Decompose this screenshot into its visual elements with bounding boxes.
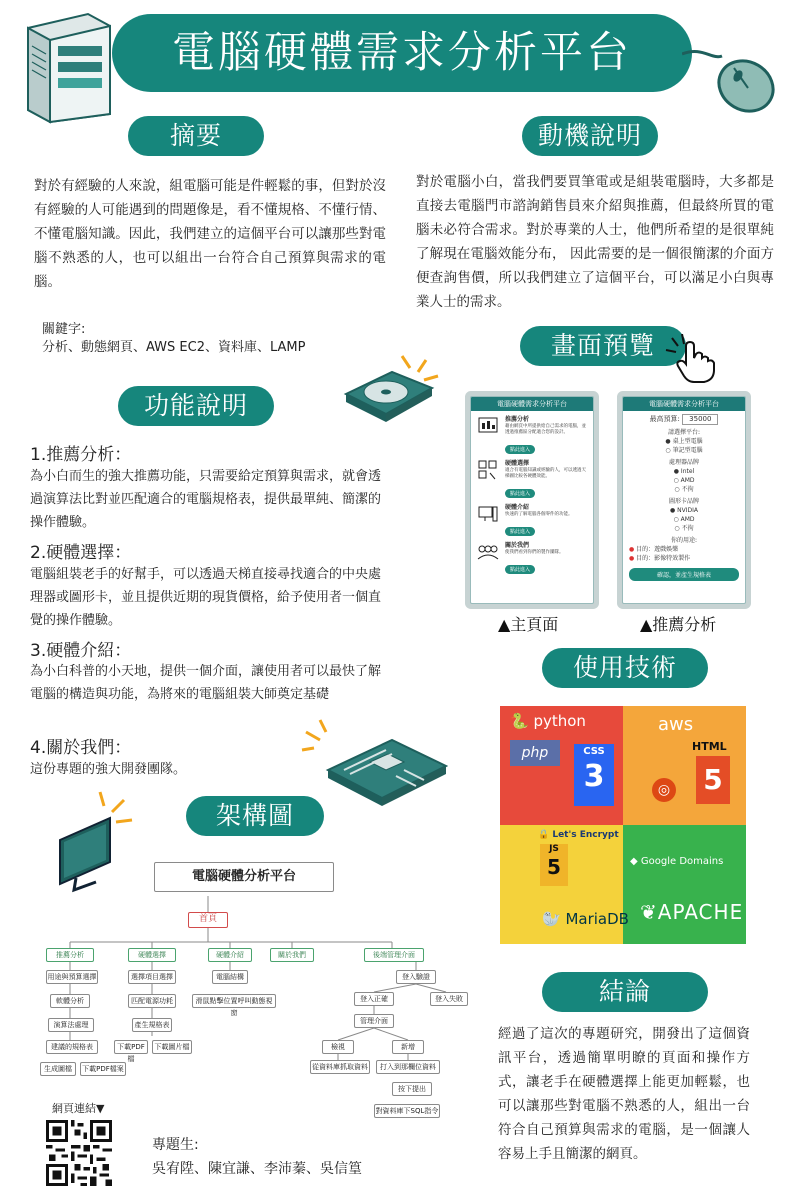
mariadb-logo: 🦭 MariaDB — [542, 910, 629, 928]
apache-logo: ❦APACHE — [640, 900, 744, 924]
arch-admin-node: 檢視 — [322, 1040, 354, 1054]
budget-label: 最高預算: — [649, 415, 680, 423]
main-item-2-button[interactable]: 點此進入 — [505, 489, 535, 498]
arch-hw-node: 產生規格表 — [132, 1018, 172, 1032]
arch-hw-node: 下載圖片檔 — [152, 1040, 192, 1054]
hard-drive-illustration — [340, 354, 440, 426]
hardware-select-icon — [477, 459, 499, 481]
motivation-heading: 動機說明 — [522, 116, 658, 156]
arch-admin-node: 打入到那欄位資料 — [376, 1060, 440, 1074]
js-logo: JS 5 — [540, 844, 568, 886]
feature-3-title: 3.硬體介紹： — [30, 641, 132, 661]
arch-admin-node: 新增 — [392, 1040, 424, 1054]
css-logo: CSS 3 — [574, 744, 614, 806]
arch-rec-node: 軟體分析 — [50, 994, 90, 1008]
gpu-option-1[interactable]: ● NVIDIA — [669, 507, 698, 514]
platform-option-1[interactable]: ● 桌上型電腦 — [665, 438, 703, 445]
arch-rec-node: 下載PDF檔案 — [80, 1062, 126, 1076]
main-item-1-desc: 藉由網頁中所提供給自己需求的電腦，並透過推薦區分配適合您的設計。 — [505, 424, 586, 435]
about-us-icon — [477, 541, 499, 563]
main-item-2-title: 硬體選擇 — [505, 460, 530, 467]
main-item-1-title: 推薦分析 — [505, 416, 530, 423]
python-logo: 🐍 python — [510, 712, 586, 730]
arch-hw-node: 下載PDF檔 — [114, 1040, 148, 1054]
abstract-body: 對於有經驗的人來說，組電腦可能是件輕鬆的事，但對於沒有經驗的人可能遇到的問題像是，看不懂規格、不懂行情、不懂電腦知識。因此，我們建立的這個平台可以讓那些對電腦不熟悉的人，也可以組出一台符合自己預算與需求的電腦。 — [34, 178, 386, 290]
arch-rec-node: 生成圖檔 — [40, 1062, 76, 1076]
arch-branch-recommend: 推薦分析 — [46, 948, 94, 962]
main-item-4-title: 關於我們 — [505, 542, 530, 549]
cpu-option-3[interactable]: ○ 不拘 — [674, 486, 694, 493]
keywords-list: 分析、動態網頁、AWS EC2、資料庫、LAMP — [42, 340, 306, 355]
abstract-heading: 摘要 — [128, 116, 264, 156]
feature-1-title: 1.推薦分析： — [30, 445, 132, 465]
main-item-3-title: 硬體介紹 — [505, 504, 530, 511]
html-logo: HTML — [692, 740, 727, 753]
usage-item-2[interactable]: ● 目的：影像特效製作 — [629, 555, 691, 562]
gpu-option-2[interactable]: ○ AMD — [673, 516, 695, 523]
arch-admin-node: 登入驗證 — [396, 970, 436, 984]
motherboard-illustration — [300, 718, 448, 810]
platform-label: 請選擇平台: — [667, 429, 701, 436]
feature-4-body: 這份專題的強大開發團隊。 — [30, 762, 187, 777]
main-item-1-button[interactable]: 點此進入 — [505, 445, 535, 454]
feature-3-body: 為小白科普的小天地，提供一個介面，讓使用者可以最快了解電腦的構造與功能，為將來的電腦組裝大師奠定基礎 — [30, 664, 382, 702]
arch-branch-hardware: 硬體選擇 — [128, 948, 176, 962]
arch-rec-node: 建議的規格表 — [46, 1040, 98, 1054]
arch-admin-node: 從資料庫抓取資料 — [310, 1060, 370, 1074]
feature-2-body: 電腦組裝老手的好幫手，可以透過天梯直接尋找適合的中央處理器或圖形卡，並且提供近期的現貨價格，給予使用者一個直覺的操作體驗。 — [30, 567, 382, 628]
feature-4-title: 4.關於我們： — [30, 738, 132, 758]
students-names: 吳宥陞、陳宜謙、李沛蓁、吳信篁 — [152, 1161, 362, 1177]
preview-heading: 畫面預覽 — [520, 326, 686, 366]
generate-spec-button[interactable]: 確認，並產生規格表 — [629, 568, 739, 581]
preview-recommend-appbar: 電腦硬體需求分析平台 — [623, 397, 745, 411]
arch-hw-node: 選擇項目選擇 — [128, 970, 176, 984]
arch-admin-node: 登入正確 — [354, 992, 394, 1006]
recommend-analysis-icon — [477, 415, 499, 437]
main-item-3-desc: 快速的了解電腦各個零件的功能。 — [505, 512, 573, 517]
arch-admin-node: 登入失敗 — [430, 992, 468, 1006]
architecture-heading: 架構圖 — [186, 796, 324, 836]
usage-label: 你的用途: — [670, 537, 698, 544]
preview-recommend-screen — [622, 396, 746, 604]
hardware-intro-icon — [477, 503, 499, 525]
tech-heading: 使用技術 — [542, 648, 708, 688]
preview-main-appbar: 電腦硬體需求分析平台 — [471, 397, 593, 411]
google-domains-logo: ◆ Google Domains — [630, 856, 724, 867]
arch-branch-admin: 後端管理介面 — [364, 948, 424, 962]
arch-root: 電腦硬體分析平台 — [154, 862, 334, 892]
mouse-illustration — [682, 36, 782, 118]
page-title: 電腦硬體需求分析平台 — [172, 28, 632, 78]
tech-logo-grid — [500, 706, 746, 944]
features-heading: 功能說明 — [118, 386, 274, 426]
arch-hw-node: 匹配電源功耗 — [128, 994, 176, 1008]
motivation-body: 對於電腦小白，當我們要買筆電或是組裝電腦時，大多都是直接去電腦門市諮詢銷售員來介紹與推薦，但最終所買的電腦未必符合需求。對於專業的人士，他們所希望的是很單純了解現在電腦效能分布， 因此需要的是一個很簡潔的介面方便查詢售價，所以我們建立了這個平台，可以滿足小白與專業人士的需求。 — [416, 174, 774, 310]
arch-admin-submit: 按下提出 — [392, 1082, 432, 1096]
arch-rec-node: 演算法處理 — [48, 1018, 94, 1032]
arch-rec-node: 用途與預算選擇 — [46, 970, 98, 984]
main-item-4-button[interactable]: 點此進入 — [505, 565, 535, 574]
arch-admin-node: 管理介面 — [354, 1014, 394, 1028]
usage-item-1[interactable]: ● 目的：遊戲娛樂 — [629, 546, 679, 553]
feature-2-title: 2.硬體選擇： — [30, 543, 132, 563]
arch-branch-intro: 硬體介紹 — [208, 948, 252, 962]
main-item-4-desc: 使我們看到你們的製作團隊。 — [505, 550, 564, 555]
conclusion-body: 經過了這次的專題研究，開發出了這個資訊平台，透過簡單明瞭的頁面和操作方式，讓老手在硬體選擇上能更加輕鬆，也可以讓那些對電腦不熟悉的人，組出一台符合自己預算與需求的電腦，是一個讓人容易上手且簡潔的網頁。 — [498, 1026, 750, 1162]
aws-logo: aws — [658, 714, 694, 735]
web-link-label: 網頁連結▼ — [52, 1102, 105, 1115]
html-shield-icon: 5 — [696, 756, 730, 804]
letsencrypt-logo: 🔒 Let's Encrypt — [538, 830, 619, 840]
cpu-option-1[interactable]: ● Intel — [673, 468, 695, 475]
conclusion-heading: 結論 — [542, 972, 708, 1012]
php-logo: php — [510, 740, 560, 766]
students-label: 專題生: — [152, 1137, 199, 1153]
gpu-option-3[interactable]: ○ 不拘 — [674, 525, 694, 532]
arch-home: 首頁 — [188, 912, 228, 928]
platform-option-2[interactable]: ○ 筆記型電腦 — [665, 447, 703, 454]
pc-tower-illustration — [10, 6, 128, 124]
ubuntu-icon: ◎ — [652, 778, 676, 802]
arch-intro-node: 滑鼠點擊位置呼叫動態視窗 — [192, 994, 276, 1008]
budget-input[interactable]: 35000 — [682, 414, 718, 425]
arch-branch-about: 關於我們 — [270, 948, 314, 962]
cpu-label: 處理器品牌 — [668, 459, 699, 466]
arch-intro-node: 電腦結構 — [212, 970, 248, 984]
gpu-label: 圖形卡品牌 — [668, 498, 699, 505]
preview-main-screen — [470, 396, 594, 604]
arch-admin-sql: 對資料庫下SQL指令 — [374, 1104, 440, 1118]
architecture-diagram — [40, 858, 470, 1088]
cpu-option-2[interactable]: ○ AMD — [673, 477, 695, 484]
keywords-label: 關鍵字: — [42, 322, 86, 337]
feature-1-body: 為小白而生的強大推薦功能，只需要給定預算與需求，就會透過演算法比對並匹配適合的電腦規格表，提供最單純、簡潔的操作體驗。 — [30, 469, 382, 530]
click-hand-icon — [664, 334, 720, 384]
preview-caption-main: ▲主頁面 — [498, 615, 559, 634]
main-item-3-button[interactable]: 點此進入 — [505, 527, 535, 536]
main-item-2-desc: 適合有電腦知識或經驗的人，可以透過天梯圖比較各硬體效能。 — [505, 468, 586, 479]
preview-caption-recommend: ▲推薦分析 — [640, 615, 717, 634]
qr-code[interactable] — [46, 1120, 112, 1186]
